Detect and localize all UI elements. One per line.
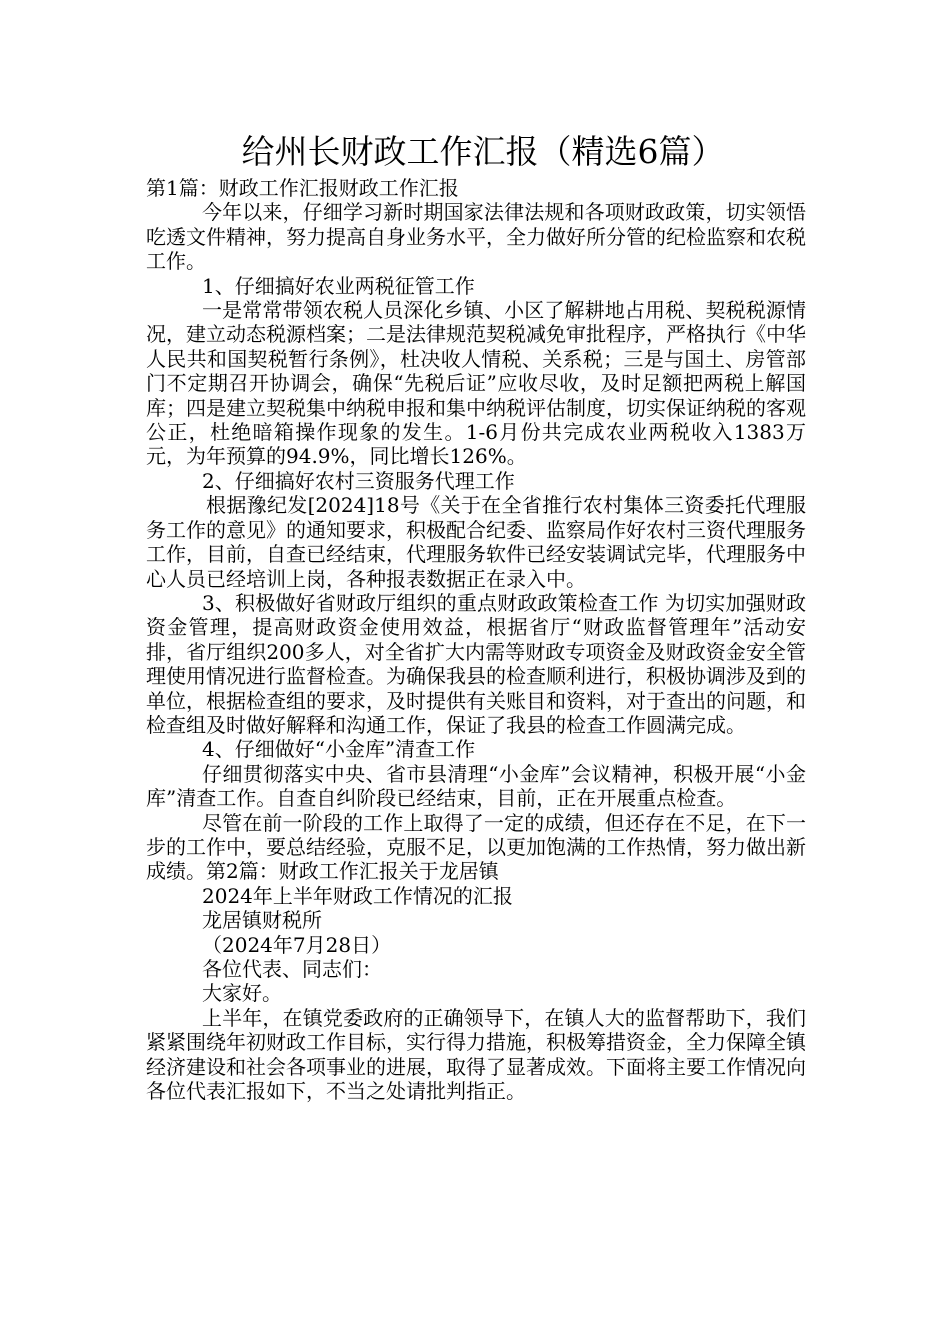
greeting: 大家好。 — [202, 981, 282, 1006]
paragraph: 根据豫纪发[2024]18号《关于在全省推行农村集体三资委托代理服务工作的意见》的通知要求，积极配合纪委、监察局作好农村三资代理服务工作，目前，自查已经结束，代理服务软件已经安装调试完毕，代理服务中心人员已经培训上岗，各种报表数据正在录入中。 — [146, 493, 806, 591]
document-page — [146, 130, 806, 1103]
paragraph: 一是常常带领农税人员深化乡镇、小区了解耕地占用税、契税税源情况，建立动态税源档案；二是法律规范契税减免审批程序，严格执行《中华人民共和国契税暂行条例》，杜决收人情税、关系税；三是与国土、房管部门不定期召开协调会，确保“先税后证”应收尽收，及时足额把两税上解国库；四是建立契税集中纳税申报和集中纳税评估制度，切实保证纳税的客观公正，杜绝暗箱操作现象的发生。1-6月份共完成农业两税收入1383万元，为年预算的94.9%，同比增长126%。 — [146, 298, 806, 469]
document-title: 给州长财政工作汇报（精选6篇） — [241, 132, 725, 171]
report-author: 龙居镇财税所 — [202, 908, 322, 933]
subheading: 2、仔细搞好农村三资服务代理工作 — [202, 468, 515, 493]
report-date: （2024年7月28日） — [202, 932, 392, 957]
paragraph: 上半年，在镇党委政府的正确领导下，在镇人大的监督帮助下，我们紧紧围绕年初财政工作目标，实行得力措施，积极筹措资金，全力保障全镇经济建设和社会各项事业的进展，取得了显著成效。下面将主要工作情况向各位代表汇报如下，不当之处请批判指正。 — [146, 1005, 806, 1104]
paragraph: 尽管在前一阶段的工作上取得了一定的成绩，但还存在不足，在下一步的工作中，要总结经验，克服不足，以更加饱满的工作热情，努力做出新成绩。第2篇：财政工作汇报关于龙居镇 — [146, 810, 806, 884]
section-heading: 第1篇：财政工作汇报财政工作汇报 — [146, 176, 459, 200]
subheading: 4、仔细做好“小金库”清查工作 — [202, 737, 476, 762]
paragraph: 仔细贯彻落实中央、省市县清理“小金库”会议精神，积极开展“小金库”清查工作。自查自纠阶段已经结束，目前，正在开展重点检查。 — [146, 761, 806, 811]
report-title-line: 2024年上半年财政工作情况的汇报 — [202, 883, 513, 908]
paragraph: 3、积极做好省财政厅组织的重点财政政策检查工作 为切实加强财政资金管理，提高财政资金使用效益，根据省厅“财政监督管理年”活动安排，省厅组织200多人，对全省扩大内需等财政专项资金及财政资金安全管理使用情况进行监督检查。为确保我县的检查顺利进行，积极协调涉及到的单位，根据检查组的要求，及时提供有关账目和资料，对于查出的问题，和检查组及时做好解释和沟通工作，保证了我县的检查工作圆满完成。 — [146, 590, 806, 737]
salutation: 各位代表、同志们： — [202, 957, 382, 981]
paragraph: 今年以来，仔细学习新时期国家法律法规和各项财政政策，切实领悟吃透文件精神，努力提高自身业务水平，全力做好所分管的纪检监察和农税工作。 — [146, 200, 806, 274]
subheading: 1、仔细搞好农业两税征管工作 — [202, 273, 475, 298]
